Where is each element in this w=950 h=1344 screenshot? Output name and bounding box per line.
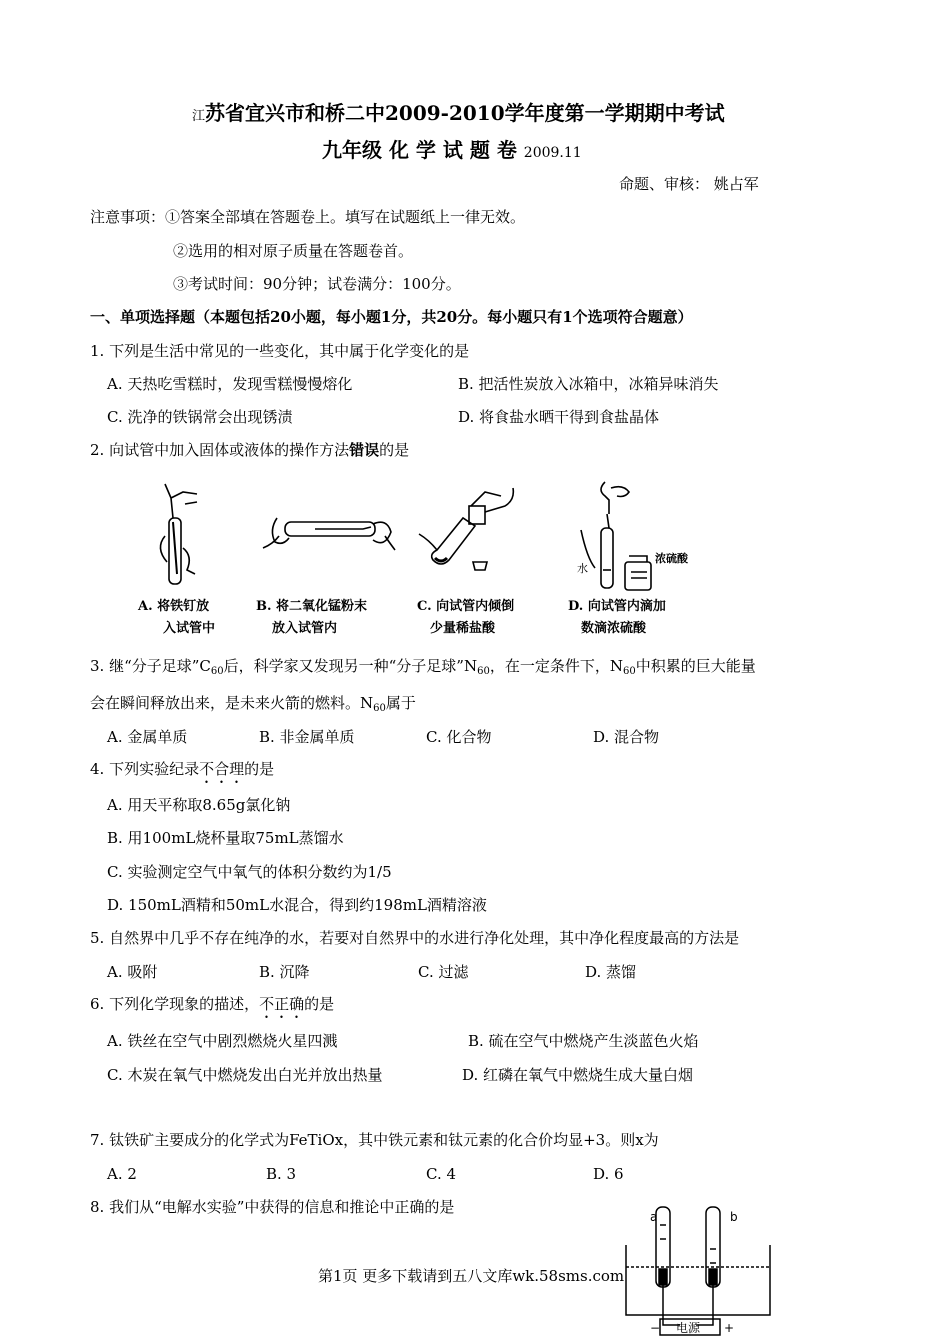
- q2-stem: [90, 440, 409, 460]
- q4-option-d: D. 150mL酒精和50mL水混合，得到约198mL酒精溶液: [107, 896, 487, 914]
- q5-option-d: D. 蒸馏: [585, 963, 637, 981]
- note-1: ①答案全部填在答题卷上。填写在试题纸上一律无效。: [165, 208, 526, 226]
- q4-stem: [90, 759, 274, 787]
- q4-stem-emphasis: 不合理: [199, 760, 245, 778]
- figure-d-water-label: 水: [577, 562, 588, 575]
- power-label: 电源: [676, 1321, 701, 1335]
- q5-option-b: B. 沉降: [259, 963, 310, 981]
- notes-label: 注意事项：: [90, 208, 166, 226]
- q1-option-b: B. 把活性炭放入冰箱中，冰箱异味消失: [458, 375, 719, 393]
- q3-sub3: 60: [622, 666, 636, 677]
- figure-c-drawing: [419, 488, 513, 570]
- q2-stem-bold: 错误: [349, 441, 380, 459]
- q4-stem-a: 4. 下列实验纪录: [90, 760, 200, 778]
- q1-stem: 1. 下列是生活中常见的一些变化，其中属于化学变化的是: [90, 342, 470, 360]
- figure-d-caption-1: D. 向试管内滴加: [568, 599, 666, 614]
- q4-option-c: C. 实验测定空气中氧气的体积分数约为1/5: [107, 863, 392, 881]
- q8-stem: 8. 我们从“电解水实验”中获得的信息和推论中正确的是: [90, 1198, 455, 1216]
- figure-d-acid-label: 浓硫酸: [655, 552, 688, 565]
- notes-first: [90, 207, 525, 227]
- q2-stem-end: 的是: [379, 441, 410, 459]
- figure-a-drawing: [160, 484, 197, 584]
- q6-stem-a: 6. 下列化学现象的描述，: [90, 995, 260, 1013]
- q6-stem: [90, 994, 334, 1022]
- q3-option-d: D. 混合物: [593, 728, 660, 746]
- q7-stem: 7. 钛铁矿主要成分的化学式为FeTiOx，其中铁元素和钛元素的化合价均显+3。则x为: [90, 1131, 659, 1149]
- q2-stem-text: 2. 向试管中加入固体或液体的操作方法: [90, 441, 350, 459]
- figure-a-caption-2: 入试管中: [163, 621, 216, 636]
- q3-stem-line2: [90, 693, 416, 719]
- q4-option-a: A. 用天平称取8.65g氯化钠: [107, 796, 291, 814]
- figure-d-caption-2: 数滴浓硫酸: [581, 621, 647, 636]
- q3-line2a: 会在瞬间释放出来，是未来火箭的燃料。N: [90, 694, 374, 712]
- q3-part1: 3. 继“分子足球”C: [90, 657, 211, 675]
- q6-stem-b: 的是: [304, 995, 335, 1013]
- exam-subtitle: [322, 137, 582, 166]
- page-footer: 第1页 更多下载请到五八文库wk.58sms.com: [318, 1267, 625, 1285]
- q4-stem-b: 的是: [244, 760, 275, 778]
- q3-stem-line1: [90, 656, 756, 682]
- figure-c-caption-2: 少量稀盐酸: [430, 621, 496, 636]
- q6-option-c: C. 木炭在氧气中燃烧发出白光并放出热量: [107, 1066, 383, 1084]
- q3-sub1: 60: [210, 666, 224, 677]
- author-line: 命题、审核： 姚占军: [619, 175, 759, 193]
- q3-sub4: 60: [373, 703, 386, 714]
- figure-c-caption-1: C. 向试管内倾倒: [417, 599, 515, 614]
- q1-option-c: C. 洗净的铁锅常会出现锈渍: [107, 408, 293, 426]
- title-main: 苏省宜兴市和桥二中2009-2010学年度第一学期期中考试: [205, 101, 725, 125]
- q3-part4: 中积累的巨大能量: [635, 657, 756, 675]
- q3-option-c: C. 化合物: [426, 728, 492, 746]
- plus-sign: +: [724, 1321, 735, 1335]
- figure-b-caption-1: B. 将二氧化锰粉末: [256, 599, 368, 614]
- q7-option-a: A. 2: [107, 1165, 137, 1183]
- exam-date: 2009.11: [523, 145, 582, 161]
- q6-option-d: D. 红磷在氧气中燃烧生成大量白烟: [462, 1066, 694, 1084]
- q7-option-b: B. 3: [266, 1165, 297, 1183]
- exam-title: [192, 100, 725, 130]
- tube-a-label: a: [650, 1210, 658, 1224]
- electrolysis-apparatus: [620, 1205, 780, 1341]
- water-trough: [626, 1245, 770, 1315]
- title-prefix: 江: [192, 109, 206, 124]
- q7-option-c: C. 4: [426, 1165, 457, 1183]
- q3-part3: ，在一定条件下，N: [489, 657, 623, 675]
- q3-part2: 后，科学家又发现另一种“分子足球”N: [223, 657, 478, 675]
- figure-b-caption-2: 放入试管内: [272, 621, 338, 636]
- figure-b-drawing: [263, 518, 395, 550]
- q3-option-b: B. 非金属单质: [259, 728, 355, 746]
- q6-stem-emphasis: 不正确: [259, 995, 305, 1013]
- q5-stem: 5. 自然界中几乎不存在纯净的水，若要对自然界中的水进行净化处理，其中净化程度最高的方法是: [90, 929, 740, 947]
- q6-option-a: A. 铁丝在空气中剧烈燃烧火星四溅: [107, 1032, 338, 1050]
- q1-option-d: D. 将食盐水晒干得到食盐晶体: [458, 408, 660, 426]
- note-3: ③考试时间：90分钟；试卷满分：100分。: [173, 275, 461, 293]
- note-2: ②选用的相对原子质量在答题卷首。: [173, 242, 414, 260]
- q3-sub2: 60: [477, 666, 490, 677]
- figure-d-drawing: [581, 482, 651, 590]
- q4-option-b: B. 用100mL烧杯量取75mL蒸馏水: [107, 829, 344, 847]
- subtitle-text: 九年级 化 学 试 题 卷: [322, 138, 517, 162]
- q1-option-a: A. 天热吃雪糕时，发现雪糕慢慢熔化: [107, 375, 353, 393]
- q2-figures: [135, 478, 695, 598]
- figure-a-caption-1: A. 将铁钉放: [138, 599, 210, 614]
- tube-b-label: b: [730, 1210, 738, 1224]
- q3-option-a: A. 金属单质: [107, 728, 188, 746]
- q3-line2b: 属于: [385, 694, 416, 712]
- q7-option-d: D. 6: [593, 1165, 624, 1183]
- q5-option-c: C. 过滤: [418, 963, 469, 981]
- section1-heading: 一、单项选择题（本题包括20小题，每小题1分，共20分。每小题只有1个选项符合题意）: [90, 308, 693, 326]
- minus-sign: −: [650, 1321, 661, 1335]
- q6-option-b: B. 硫在空气中燃烧产生淡蓝色火焰: [468, 1032, 699, 1050]
- q5-option-a: A. 吸附: [107, 963, 158, 981]
